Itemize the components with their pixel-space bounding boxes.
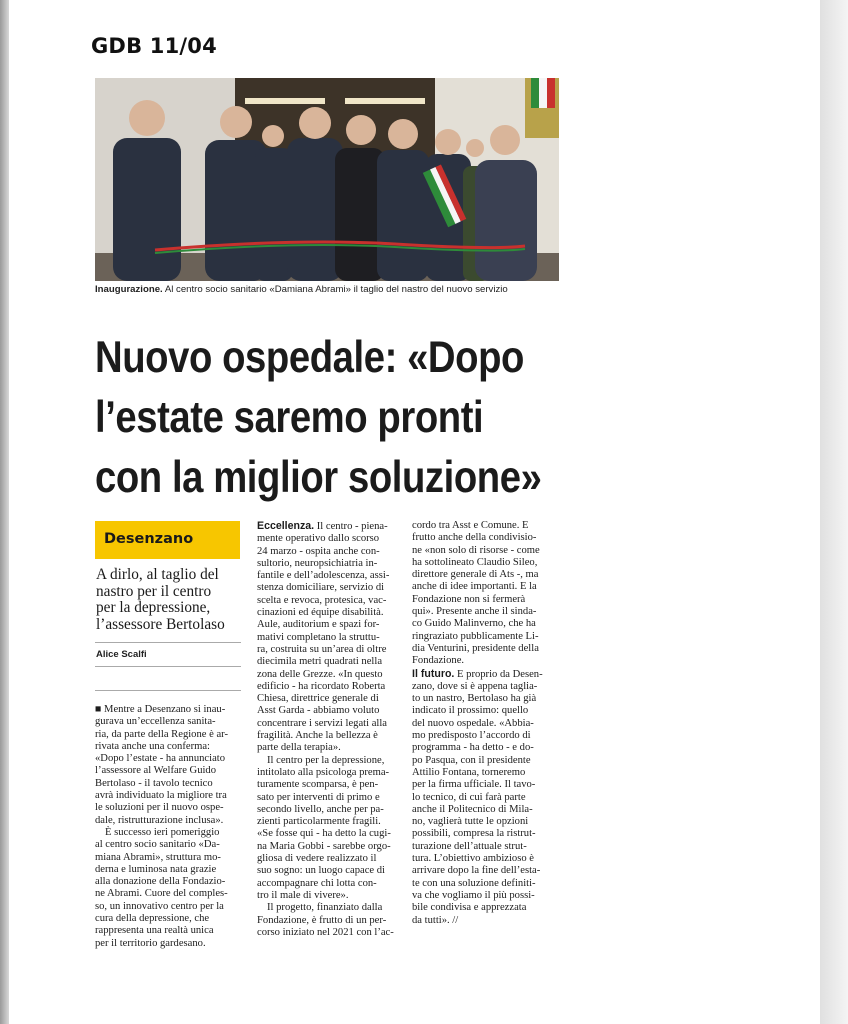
article-line: anche il Politecnico di Mila- xyxy=(412,803,533,815)
article-line: accompagnare chi lotta con- xyxy=(257,877,377,889)
article-line: co Guido Malinverno, che ha xyxy=(412,618,536,630)
article-line: Eccellenza. Il centro - piena- xyxy=(257,520,388,532)
article-line: qui». Presente anche il sinda- xyxy=(412,606,537,618)
article-line: l’assessore al Welfare Guido xyxy=(95,765,217,777)
article-line: concentrare i servizi legati alla xyxy=(257,717,387,729)
article-line: da tutti». // xyxy=(412,914,459,926)
article-line: sultorio, neuropsichiatria in- xyxy=(257,557,378,569)
article-line: Il futuro. E proprio da Desen- xyxy=(412,667,543,680)
article-line: ■ Mentre a Desenzano si inau- xyxy=(95,704,226,715)
article-line: zona delle Grezze. «In questo xyxy=(257,668,383,680)
article-line: Chiesa, direttrice generale di xyxy=(257,693,379,705)
subhead-line: per la depressione, xyxy=(96,599,211,617)
article-line: tura. L’obiettivo ambizioso è xyxy=(412,853,534,865)
section-tag xyxy=(95,521,240,559)
subheadline xyxy=(96,567,251,633)
section-tag-label: Desenzano xyxy=(104,531,194,547)
inauguration-photo xyxy=(95,78,559,281)
article-line: derna e luminosa nata grazie xyxy=(95,863,217,875)
article-line: zienti particolarmente fragili. xyxy=(257,816,381,828)
article-line: ringraziato pubblicamente Li- xyxy=(412,630,539,642)
headline-line: Nuovo ospedale: «Dopo xyxy=(95,333,524,382)
article-line: Asst Garda - abbiamo voluto xyxy=(257,705,380,717)
article-line: diecimila metri quadrati nella xyxy=(257,656,383,668)
article-line: dia Venturini, presidente della xyxy=(412,642,539,654)
article-line: ne «non solo di risorse - come xyxy=(412,544,540,556)
article-line: arrivare dopo la fine dell’esta- xyxy=(412,865,541,877)
article-line: mente operativo dallo scorso xyxy=(257,533,380,545)
subhead-line: nastro per il centro xyxy=(96,582,212,600)
newspaper-page xyxy=(9,0,820,1024)
article-line: fragilità. Anche la bellezza è xyxy=(257,730,378,742)
article-line: stenza domiciliare, servizio di xyxy=(257,582,385,594)
article-line: rivata anche una conferma: xyxy=(95,740,210,752)
article-line: suo sogno: un luogo capace di xyxy=(257,865,385,877)
article-line: turamente scomparsa, è pen- xyxy=(257,779,379,791)
article-line: secondo livello, anche per pa- xyxy=(257,803,384,815)
article-line: na Maria Gobbi - sarebbe orgo- xyxy=(257,840,391,852)
article-line: Il centro per la depressione, xyxy=(267,754,385,766)
caption-text: Al centro socio sanitario «Damiana Abrami» il taglio del nastro del nuovo servizio xyxy=(162,284,508,295)
article-line: so, un innovativo centro per la xyxy=(95,900,224,912)
photo-caption xyxy=(95,284,565,295)
article-line: «Se fosse qui - ha detto la cugi- xyxy=(257,828,391,840)
article-column-1 xyxy=(95,704,243,950)
article-line: programma - ha detto - e do- xyxy=(412,742,534,754)
separator-line xyxy=(95,666,241,667)
article-line: al centro socio sanitario «Da- xyxy=(95,839,220,851)
article-line: Bertolaso - il tavolo tecnico xyxy=(95,777,213,789)
article-line: scelta e revoca, protesica, vac- xyxy=(257,594,387,606)
article-line: «Dopo l’estate - ha annunciato xyxy=(95,753,226,765)
headline-line: con la miglior soluzione» xyxy=(95,453,542,502)
article-line: anche di idee importanti. E la xyxy=(412,581,537,593)
article-line: corso iniziato nel 2021 con l’ac- xyxy=(257,926,394,938)
article-line: mo predisposto l’accordo di xyxy=(412,730,531,742)
article-line: alla donazione della Fondazio- xyxy=(95,876,226,888)
article-line: Fondazione, è frutto di un per- xyxy=(257,914,387,926)
article-line: edificio - ha ricordato Roberta xyxy=(257,680,386,692)
article-line: le soluzioni per il nuovo ospe- xyxy=(95,802,224,814)
article-line: ha sottolineato Claudio Sileo, xyxy=(412,556,538,568)
article-line: cura della depressione, che xyxy=(95,913,210,925)
article-line: turazione dell’attuale strut- xyxy=(412,840,527,852)
article-line: del nuovo ospedale. «Abbia- xyxy=(412,717,534,729)
article-line: po Pasqua, con il presidente xyxy=(412,754,531,766)
caption-lead: Inaugurazione. xyxy=(95,284,163,295)
article-line: va che vogliamo il più possi- xyxy=(412,889,535,901)
article-line: bile condivisa e apprezzata xyxy=(412,902,527,914)
subhead-line: l’assessore Bertolaso xyxy=(96,615,225,633)
article-line: direttore generale di Ats -, ma xyxy=(412,569,539,581)
article-line: ne Abrami. Cuore del comples- xyxy=(95,888,228,900)
article-line: Il progetto, finanziato dalla xyxy=(267,902,383,914)
article-line: per la firma ufficiale. Il tavo- xyxy=(412,779,536,791)
article-line: lo tecnico, di cui farà parte xyxy=(412,791,526,803)
article-line: avrà individuato la migliore tra xyxy=(95,790,227,802)
separator-line xyxy=(95,690,241,691)
article-line: gliosa di vedere realizzato il xyxy=(257,853,377,865)
article-line: Aule, auditorium e spazi for- xyxy=(257,619,380,631)
article-line: cordo tra Asst e Comune. E xyxy=(412,520,529,531)
scan-right-edge xyxy=(820,0,848,1024)
article-line: È successo ieri pomeriggio xyxy=(105,826,220,838)
article-column-3 xyxy=(412,520,560,927)
article-line: zano, dove si è appena taglia- xyxy=(412,680,538,692)
subhead-line: A dirlo, al taglio del xyxy=(96,566,219,583)
article-line: Attilio Fontana, torneremo xyxy=(412,766,526,778)
article-line: sato per interventi di primo e xyxy=(257,791,380,803)
article-line: frutto anche della condivisio- xyxy=(412,532,537,544)
article-line: rappresenta una realtà unica xyxy=(95,925,214,937)
article-line: indicato il prossimo: quello xyxy=(412,705,529,717)
photo-illustration xyxy=(95,78,559,281)
article-line: to un nastro, Bertolaso ha già xyxy=(412,693,537,705)
article-line: miana Abrami», struttura mo- xyxy=(95,851,221,863)
headline xyxy=(95,328,542,508)
article-line: Fondazione non si fermerà xyxy=(412,593,526,605)
article-column-2 xyxy=(257,520,405,939)
article-line: tro il male di vivere». xyxy=(257,889,349,901)
article-line: cinazioni ed équipe disabilità. xyxy=(257,607,384,619)
byline: Alice Scalfi xyxy=(96,649,147,660)
article-line: per il territorio gardesano. xyxy=(95,937,206,949)
edition-label: GDB 11/04 xyxy=(91,34,217,58)
article-line: Fondazione. xyxy=(412,655,465,667)
article-line: intitolato alla psicologa prema- xyxy=(257,766,390,778)
article-line: ria, da parte della Regione è ar- xyxy=(95,728,229,740)
article-line: possibili, compresa la ristrut- xyxy=(412,828,536,840)
article-line: 24 marzo - ospita anche con- xyxy=(257,545,380,557)
article-line: ra, costruita su un’area di oltre xyxy=(257,643,387,655)
scan-left-edge xyxy=(0,0,9,1024)
article-line: fantile e dell’adolescenza, assi- xyxy=(257,570,390,582)
article-line: mativi completano la struttu- xyxy=(257,631,380,643)
separator-line xyxy=(95,642,241,643)
article-line: te con una soluzione definiti- xyxy=(412,877,536,889)
article-line: dale, ristrutturazione inclusa». xyxy=(95,814,224,826)
article-line: gurava un’eccellenza sanita- xyxy=(95,716,216,728)
article-line: parte della terapia». xyxy=(257,742,341,754)
article-line: no, vaglierà tutte le opzioni xyxy=(412,816,529,828)
headline-line: l’estate saremo pronti xyxy=(95,393,484,442)
